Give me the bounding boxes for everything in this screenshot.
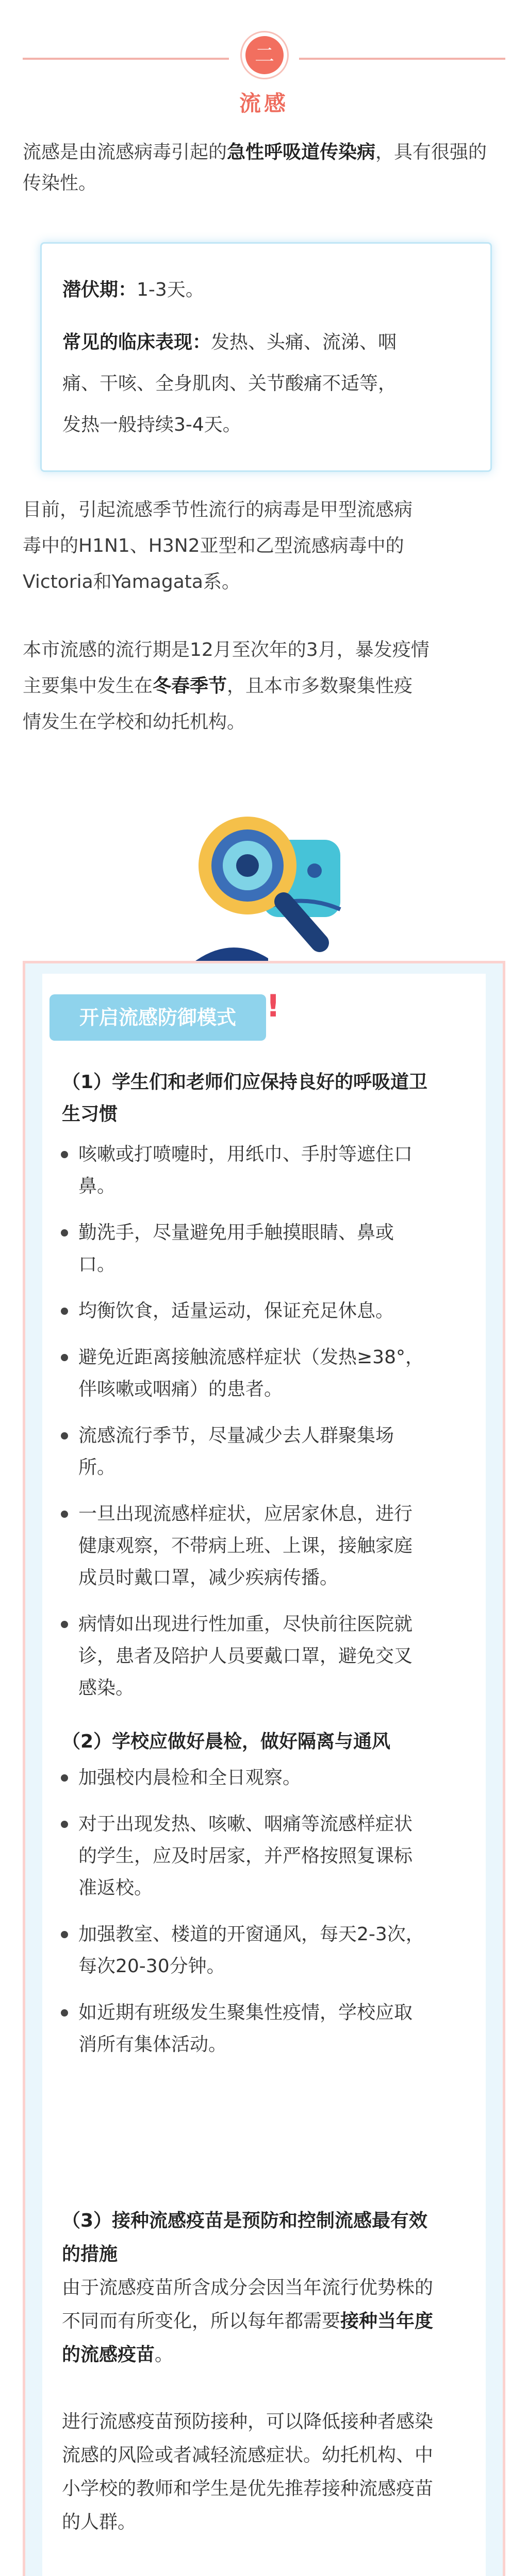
vaccine-emphasis-end: 的流感疫苗 bbox=[62, 2344, 155, 2365]
bullet-line: 伴咳嗽或咽痛）的患者。 bbox=[78, 1379, 283, 1400]
bullet-dot-icon bbox=[61, 1354, 68, 1361]
vaccine-para2-line-3: 小学校的教师和学生是优先推荐接种流感疫苗 bbox=[62, 2478, 434, 2499]
vaccine-para1-line-1: 由于流感疫苗所含成分会因当年流行优势株的 bbox=[62, 2277, 434, 2298]
section2-heading: （2）学校应做好晨检，做好隔离与通风 bbox=[62, 1731, 391, 1752]
season-emphasis: 冬春季节 bbox=[153, 675, 227, 697]
bullet-dot-icon bbox=[61, 1511, 68, 1518]
bullet-line: 病情如出现进行性加重，尽快前往医院就 bbox=[78, 1614, 413, 1635]
bullet-line: 鼻。 bbox=[78, 1176, 116, 1197]
section-number-badge: 二 bbox=[245, 36, 284, 74]
bullet-dot-icon bbox=[61, 1621, 68, 1628]
season-line-2 bbox=[23, 671, 505, 702]
bullet-line: 咳嗽或打喷嚏时，用纸巾、手肘等遮住口 bbox=[78, 1144, 413, 1165]
bullet-line: 一旦出现流感样症状，应居家休息，进行 bbox=[78, 1503, 413, 1524]
vaccine-emphasis: 接种当年度 bbox=[340, 2311, 434, 2332]
bullet-dot-icon bbox=[61, 2009, 68, 2016]
bullet-line: 加强教室、楼道的开窗通风，每天2-3次， bbox=[78, 1924, 424, 1945]
bullet-line: 流感流行季节，尽量减少去人群聚集场 bbox=[78, 1425, 394, 1446]
bullet-dot-icon bbox=[61, 1229, 68, 1236]
section1-heading-line-1: （1）学生们和老师们应保持良好的呼吸道卫 bbox=[62, 1072, 428, 1093]
season-text-end: ，且本市多数聚集性疫 bbox=[227, 675, 413, 697]
bullet-line: 对于出现发热、咳嗽、咽痛等流感样症状 bbox=[78, 1814, 413, 1835]
vaccine-para1-line-2 bbox=[62, 2306, 474, 2337]
bullet-dot-icon bbox=[61, 1308, 68, 1315]
intro-text-end: ，具有很强的传染性。 bbox=[23, 142, 487, 194]
defense-mode-tag: 开启流感防御模式 bbox=[50, 994, 266, 1041]
vaccine-period: 。 bbox=[155, 2344, 174, 2365]
bullet-line: 成员时戴口罩，减少疾病传播。 bbox=[78, 1567, 339, 1588]
bullet-dot-icon bbox=[61, 1774, 68, 1782]
bullet-line: 均衡饮食，适量运动，保证充足休息。 bbox=[78, 1300, 394, 1321]
vaccine-para2-line-1: 进行流感疫苗预防接种，可以降低接种者感染 bbox=[62, 2411, 434, 2432]
bullet-line: 口。 bbox=[78, 1254, 116, 1275]
bullet-line: 避免近距离接触流感样症状（发热≥38°， bbox=[78, 1347, 424, 1368]
vaccine-para2-line-4: 的人群。 bbox=[62, 2512, 137, 2533]
symptoms-line-3: 发热一般持续3-4天。 bbox=[62, 414, 241, 435]
incubation-label: 潜伏期： bbox=[62, 279, 137, 300]
bullet-line: 准返校。 bbox=[78, 1877, 153, 1899]
season-text: 主要集中发生在 bbox=[23, 675, 153, 697]
bullet-line: 健康观察，不带病上班、上课，接触家庭 bbox=[78, 1535, 413, 1556]
season-line-3: 情发生在学校和幼托机构。 bbox=[23, 711, 246, 733]
vaccine-text: 不同而有所变化，所以每年都需要 bbox=[62, 2311, 341, 2332]
bullet-dot-icon bbox=[61, 1432, 68, 1439]
header-divider-left bbox=[23, 58, 229, 60]
incubation-value: 1-3天。 bbox=[137, 279, 204, 300]
bullet-line: 诊，患者及陪护人员要戴口罩，避免交叉 bbox=[78, 1646, 413, 1667]
intro-paragraph bbox=[23, 137, 505, 199]
bullet-line: 每次20-30分钟。 bbox=[78, 1956, 225, 1977]
vaccine-para1-line-3 bbox=[62, 2339, 474, 2371]
virus-line-3: Victoria和Yamagata系。 bbox=[23, 571, 240, 592]
intro-text: 流感是由流感病毒引起的 bbox=[23, 142, 227, 163]
bullet-line: 如近期有班级发生聚集性疫情，学校应取 bbox=[78, 2002, 413, 2023]
virus-line-2: 毒中的H1N1、H3N2亚型和乙型流感病毒中的 bbox=[23, 535, 404, 556]
section1-heading-line-2: 生习惯 bbox=[62, 1104, 118, 1125]
info-card bbox=[40, 242, 492, 472]
bullet-line: 加强校内晨检和全日观察。 bbox=[78, 1767, 302, 1788]
header-divider-right bbox=[299, 58, 505, 60]
bullet-line: 的学生，应及时居家，并严格按照复课标 bbox=[78, 1845, 413, 1867]
bullet-line: 所。 bbox=[78, 1457, 116, 1478]
season-line-1: 本市流感的流行期是12月至次年的3月，暴发疫情 bbox=[23, 639, 430, 660]
vaccine-para2-line-2: 流感的风险或者减轻流感症状。幼托机构、中 bbox=[62, 2445, 434, 2466]
bullet-dot-icon bbox=[61, 1821, 68, 1828]
intro-emphasis: 急性呼吸道传染病 bbox=[227, 142, 376, 163]
bullet-dot-icon bbox=[61, 1931, 68, 1938]
incubation-line bbox=[62, 274, 475, 307]
bullet-line: 消所有集体活动。 bbox=[78, 2034, 227, 2055]
exclamation-icon: ! bbox=[266, 988, 280, 1024]
bullet-dot-icon bbox=[61, 1151, 68, 1158]
section-title: 流感 bbox=[239, 91, 289, 116]
symptoms-line-2: 痛、干咳、全身肌肉、关节酸痛不适等， bbox=[62, 373, 397, 394]
symptoms-text-1: 发热、头痛、流涕、咽 bbox=[211, 332, 397, 353]
section3-heading-line-2: 的措施 bbox=[62, 2244, 118, 2265]
bullet-line: 感染。 bbox=[78, 1677, 135, 1699]
virus-magnifier-illustration bbox=[186, 804, 356, 969]
symptoms-line-1 bbox=[62, 326, 475, 359]
section3-heading-line-1: （3）接种流感疫苗是预防和控制流感最有效 bbox=[62, 2210, 428, 2231]
bullet-line: 勤洗手，尽量避免用手触摸眼睛、鼻或 bbox=[78, 1222, 394, 1243]
symptoms-label: 常见的临床表现： bbox=[62, 332, 211, 353]
virus-line-1: 目前，引起流感季节性流行的病毒是甲型流感病 bbox=[23, 499, 413, 520]
